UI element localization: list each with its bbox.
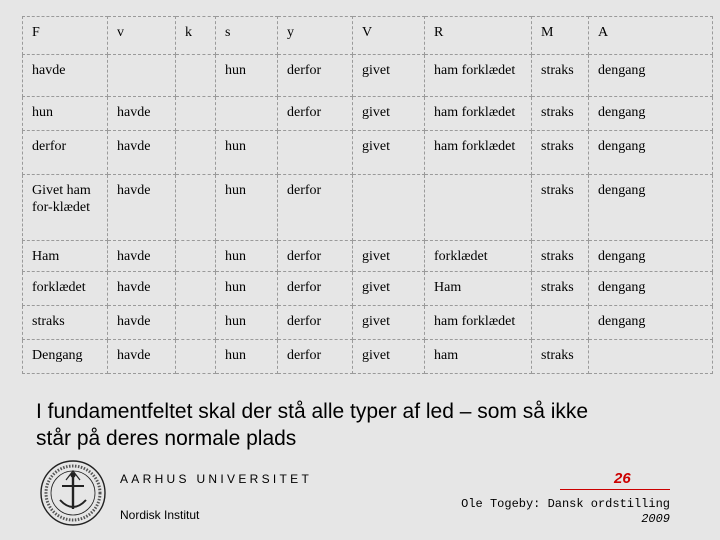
table-cell: derfor bbox=[278, 340, 353, 374]
table-cell: derfor bbox=[278, 272, 353, 306]
table-cell: dengang bbox=[589, 55, 713, 97]
author-credit bbox=[461, 497, 670, 527]
university-name: AARHUS UNIVERSITET bbox=[120, 472, 313, 486]
table-cell: derfor bbox=[278, 55, 353, 97]
table-cell: hun bbox=[216, 175, 278, 241]
header-cell: M bbox=[532, 17, 589, 55]
table-cell: straks bbox=[532, 55, 589, 97]
table-cell: Dengang bbox=[23, 340, 108, 374]
table-cell: derfor bbox=[278, 241, 353, 272]
table-cell: havde bbox=[108, 131, 176, 175]
table-cell: dengang bbox=[589, 306, 713, 340]
table-cell: givet bbox=[353, 131, 425, 175]
table-cell bbox=[278, 131, 353, 175]
table-cell: givet bbox=[353, 55, 425, 97]
table-cell: havde bbox=[108, 175, 176, 241]
table-cell: forklædet bbox=[23, 272, 108, 306]
table-cell: dengang bbox=[589, 175, 713, 241]
table-cell: derfor bbox=[278, 306, 353, 340]
table-cell: hun bbox=[216, 131, 278, 175]
table-cell bbox=[108, 55, 176, 97]
table-cell: havde bbox=[108, 97, 176, 131]
table-cell: straks bbox=[23, 306, 108, 340]
table-cell: havde bbox=[108, 241, 176, 272]
header-cell: R bbox=[425, 17, 532, 55]
table-cell bbox=[176, 97, 216, 131]
table-cell: givet bbox=[353, 306, 425, 340]
table-cell: straks bbox=[532, 97, 589, 131]
table-cell bbox=[216, 97, 278, 131]
table-cell bbox=[353, 175, 425, 241]
table-cell bbox=[425, 175, 532, 241]
header-cell: s bbox=[216, 17, 278, 55]
header-cell: y bbox=[278, 17, 353, 55]
table-cell: ham forklædet bbox=[425, 131, 532, 175]
table-cell: dengang bbox=[589, 131, 713, 175]
table-cell: hun bbox=[216, 306, 278, 340]
table-cell: hun bbox=[23, 97, 108, 131]
table-cell bbox=[176, 306, 216, 340]
table-cell: ham forklædet bbox=[425, 55, 532, 97]
table-cell: givet bbox=[353, 97, 425, 131]
header-cell: F bbox=[23, 17, 108, 55]
table-cell: hun bbox=[216, 55, 278, 97]
institute-name: Nordisk Institut bbox=[120, 508, 200, 522]
table-row bbox=[23, 175, 713, 241]
aarhus-university-seal-icon bbox=[38, 458, 108, 528]
table-row bbox=[23, 306, 713, 340]
slide-caption: I fundamentfeltet skal der stå alle typer af led – som så ikke står på deres normale plads bbox=[36, 400, 589, 450]
header-cell: v bbox=[108, 17, 176, 55]
table-cell: straks bbox=[532, 175, 589, 241]
page-number: 26 bbox=[614, 470, 631, 487]
table-cell: givet bbox=[353, 340, 425, 374]
table-cell bbox=[176, 241, 216, 272]
word-order-table bbox=[22, 16, 713, 374]
table-row bbox=[23, 97, 713, 131]
table-row bbox=[23, 131, 713, 175]
table-cell: dengang bbox=[589, 272, 713, 306]
table-cell bbox=[176, 131, 216, 175]
header-cell: A bbox=[589, 17, 713, 55]
table-cell: derfor bbox=[23, 131, 108, 175]
table-cell: dengang bbox=[589, 97, 713, 131]
table-cell: derfor bbox=[278, 97, 353, 131]
table-cell: Ham bbox=[425, 272, 532, 306]
author-text: Ole Togeby: Dansk ordstilling bbox=[461, 497, 670, 511]
table-cell: havde bbox=[108, 306, 176, 340]
table-cell: givet bbox=[353, 241, 425, 272]
table-cell bbox=[176, 55, 216, 97]
table-cell: straks bbox=[532, 241, 589, 272]
table-cell: hun bbox=[216, 241, 278, 272]
table-cell: ham forklædet bbox=[425, 97, 532, 131]
table-cell bbox=[532, 306, 589, 340]
header-cell: V bbox=[353, 17, 425, 55]
table-header-row bbox=[23, 17, 713, 55]
table-row bbox=[23, 340, 713, 374]
header-cell: k bbox=[176, 17, 216, 55]
table-cell: straks bbox=[532, 340, 589, 374]
page-number-rule bbox=[560, 489, 670, 490]
table-cell: havde bbox=[108, 272, 176, 306]
table-cell: derfor bbox=[278, 175, 353, 241]
table-row bbox=[23, 55, 713, 97]
table-cell: hun bbox=[216, 340, 278, 374]
table-cell bbox=[589, 340, 713, 374]
table-cell: Ham bbox=[23, 241, 108, 272]
table-cell: straks bbox=[532, 272, 589, 306]
table-row bbox=[23, 272, 713, 306]
table-cell: forklædet bbox=[425, 241, 532, 272]
table-cell bbox=[176, 340, 216, 374]
table-cell: hun bbox=[216, 272, 278, 306]
table-cell: Givet ham for-klædet bbox=[23, 175, 108, 241]
table-cell: havde bbox=[108, 340, 176, 374]
table-cell: ham forklædet bbox=[425, 306, 532, 340]
table-cell: dengang bbox=[589, 241, 713, 272]
table-cell: straks bbox=[532, 131, 589, 175]
table-cell: havde bbox=[23, 55, 108, 97]
table-cell bbox=[176, 272, 216, 306]
year-text: 2009 bbox=[641, 512, 670, 526]
table-cell: givet bbox=[353, 272, 425, 306]
table-cell: ham bbox=[425, 340, 532, 374]
table-row bbox=[23, 241, 713, 272]
table-cell bbox=[176, 175, 216, 241]
